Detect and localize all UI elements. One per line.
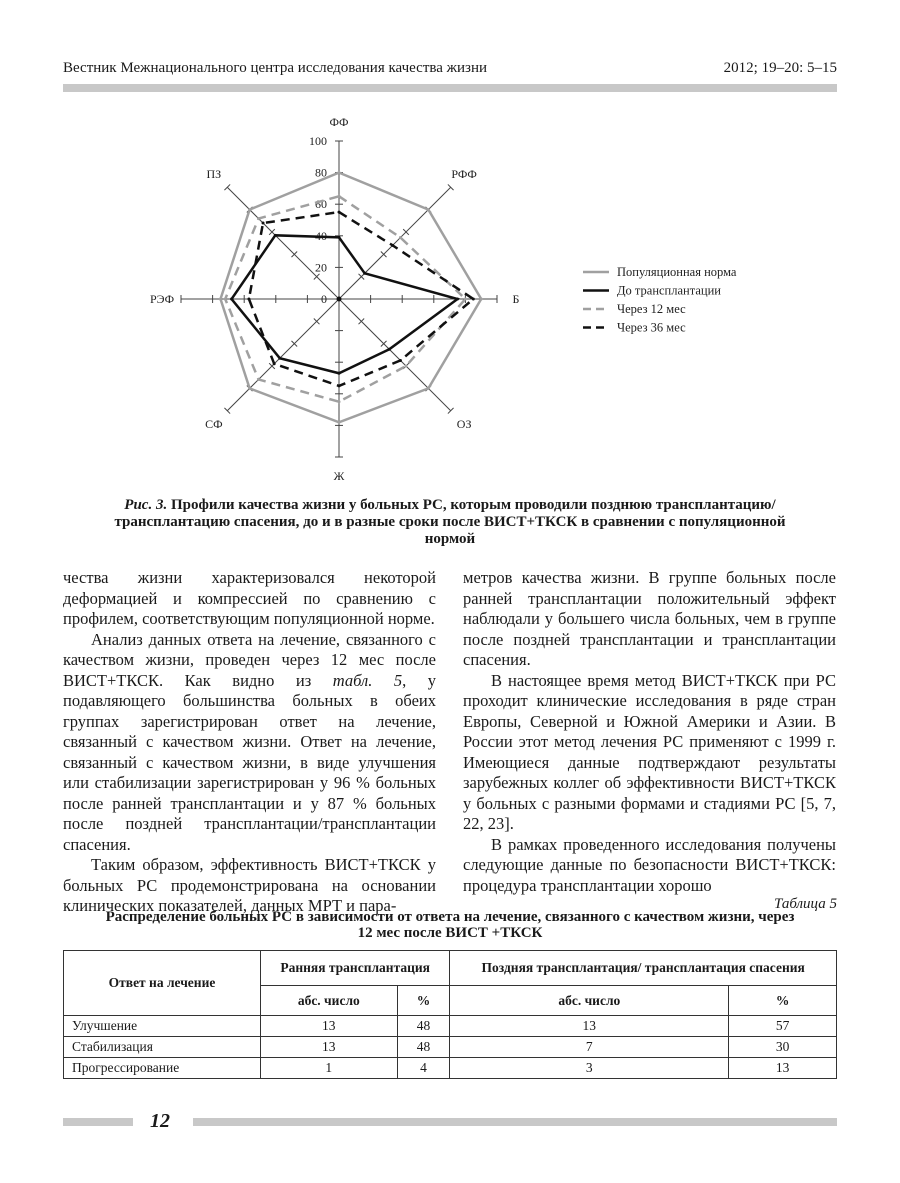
data-point — [338, 195, 341, 198]
subheader-cell: % — [729, 986, 837, 1016]
data-point — [338, 400, 341, 403]
axis-label: Ж — [333, 468, 345, 483]
data-point — [257, 217, 260, 220]
table-cell: 7 — [450, 1037, 729, 1058]
data-point — [278, 357, 281, 360]
tick-label: 20 — [315, 260, 327, 275]
table-cell: 1 — [261, 1058, 398, 1079]
tick-label: 0 — [321, 292, 327, 306]
axis-label: РФФ — [451, 166, 477, 181]
data-point — [456, 298, 459, 301]
data-point — [274, 234, 277, 237]
axis-label: СФ — [205, 417, 223, 432]
table-cell: 48 — [397, 1037, 450, 1058]
table-cell: 30 — [729, 1037, 837, 1058]
data-point — [262, 222, 265, 225]
subheader-cell: % — [397, 986, 450, 1016]
data-point — [248, 387, 251, 390]
table-row — [64, 1058, 837, 1079]
data-point — [480, 298, 483, 301]
center-point — [337, 297, 342, 302]
data-point — [405, 365, 408, 368]
footer-rule — [193, 1118, 837, 1126]
table-cell: 57 — [729, 1016, 837, 1037]
paragraph: В рамках проведенного исследования получены следующие данные по безопасности ВИСТ+ТКСК: процедура трансплантации хорошо — [463, 834, 836, 895]
table-header-row — [64, 951, 837, 986]
data-point — [464, 298, 467, 301]
axis-label: ФФ — [329, 115, 349, 130]
paragraph-text: , у подавляющего большинства больных в обеих группах зарегистрирован ответ на лечение, связанный с качеством жизни. Ответ на лечение, связанный с качеством жизни, в виде улучшения или стабилизации зарегистрирован у 96 % больных после ранней трансплантации и у 87 % больных после поздней трансплантации/трансплантации спасения. — [63, 670, 436, 854]
axis-label: ОЗ — [456, 417, 472, 432]
table-row — [64, 1016, 837, 1037]
table-row — [64, 1037, 837, 1058]
axis-label: Б — [512, 292, 520, 306]
legend-label: Через 12 мес — [617, 302, 686, 316]
body-column-right — [463, 568, 836, 896]
caption-lead: Рис. 3. — [124, 497, 168, 513]
paragraph: Таким образом, эффективность ВИСТ+ТКСК у больных РС продемонстрирована на основании клинических показателей, данных МРТ и пара- — [63, 855, 436, 915]
series-line — [221, 173, 482, 423]
data-point — [219, 298, 222, 301]
data-point — [247, 298, 250, 301]
issue-info: 2012; 19–20: 5–15 — [723, 60, 837, 76]
data-point — [248, 208, 251, 211]
row-label: Стабилизация — [64, 1037, 261, 1058]
table-cell: 13 — [261, 1016, 398, 1037]
tick-label: 40 — [315, 228, 327, 243]
paragraph-text: Анализ данных ответа на лечение, связанного с качеством жизни, проведен через 12 мес после ВИСТ+ТКСК. Как видно из — [63, 629, 436, 690]
table-label: Таблица 5 — [774, 896, 837, 912]
journal-title: Вестник Межнационального центра исследования качества жизни — [63, 60, 488, 76]
legend-label: Популяционная норма — [617, 265, 737, 279]
group-header: Ранняя трансплантация — [261, 951, 450, 986]
table-cell: 4 — [397, 1058, 450, 1079]
data-point — [427, 387, 430, 390]
data-point — [338, 372, 341, 375]
table-title: Распределение больных РС в зависимости от ответа на лечение, связанного с качеством жизни, через 12 мес после ВИСТ +ТКСК — [105, 909, 795, 941]
axis-label: ПЗ — [206, 166, 222, 181]
body-column-left — [63, 568, 436, 917]
results-table — [63, 950, 837, 1079]
group-header: Поздняя трансплантация/ трансплантация спасения — [450, 951, 837, 986]
data-point — [472, 298, 475, 301]
row-header-cell: Ответ на лечение — [64, 951, 261, 1016]
figure-caption — [100, 497, 800, 548]
data-point — [338, 236, 341, 239]
table-cell: 13 — [729, 1058, 837, 1079]
table-cell: 13 — [261, 1037, 398, 1058]
subheader-cell: абс. число — [261, 986, 398, 1016]
table-cell: 3 — [450, 1058, 729, 1079]
paragraph: В настоящее время метод ВИСТ+ТКСК при РС проходит клинические исследования в ряде стран Европы, Северной и Южной Америки и Азии. В России этот метод лечения РС применяют с 1999 г. Имеющиеся данные подтверждают результаты зарубежных коллег об эффективности ВИСТ+ТКСК у больных с разными формами и стадиями РС [5, 7, 22, 23]. — [463, 670, 836, 833]
axis-label: РЭФ — [149, 292, 175, 306]
caption-text: Профили качества жизни у больных РС, которым проводили позднюю трансплантацию/трансплантацию спасения, до и в разные сроки после ВИСТ+ТКСК в сравнении с популяционной нормой — [114, 497, 786, 547]
table-cell: 48 — [397, 1016, 450, 1037]
legend-label: До трансплантации — [617, 283, 721, 298]
data-point — [399, 359, 402, 362]
data-point — [363, 272, 366, 275]
row-label: Улучшение — [64, 1016, 261, 1037]
data-point — [273, 362, 276, 365]
data-point — [338, 384, 341, 387]
tick-label: 100 — [309, 134, 327, 148]
subheader-cell: абс. число — [450, 986, 729, 1016]
tick-label: 60 — [315, 197, 327, 212]
data-point — [257, 378, 260, 381]
tick-label: 80 — [315, 165, 327, 180]
data-point — [338, 211, 341, 214]
footer-rule — [63, 1118, 133, 1126]
paragraph — [63, 630, 436, 856]
table-reference: табл. 5 — [332, 670, 403, 690]
legend-label: Через 36 мес — [617, 320, 686, 335]
data-point — [391, 244, 394, 247]
data-point — [338, 171, 341, 174]
page-number: 12 — [150, 1110, 170, 1132]
data-point — [399, 236, 402, 239]
data-point — [224, 298, 227, 301]
row-label: Прогрессирование — [64, 1058, 261, 1079]
paragraph: метров качества жизни. В группе больных после ранней трансплантации положительный эффект наблюдали у большего числа больных, чем в группе после поздней трансплантации и трансплантации спасения. — [463, 568, 836, 669]
data-point — [338, 421, 341, 424]
data-point — [230, 298, 233, 301]
radar-chart — [0, 0, 900, 490]
data-point — [388, 348, 391, 351]
paragraph: чества жизни характеризовался некоторой деформацией и компрессией по сравнению с профилем, соответствующим популяционной норме. — [63, 568, 436, 628]
data-point — [427, 208, 430, 211]
table-cell: 13 — [450, 1016, 729, 1037]
